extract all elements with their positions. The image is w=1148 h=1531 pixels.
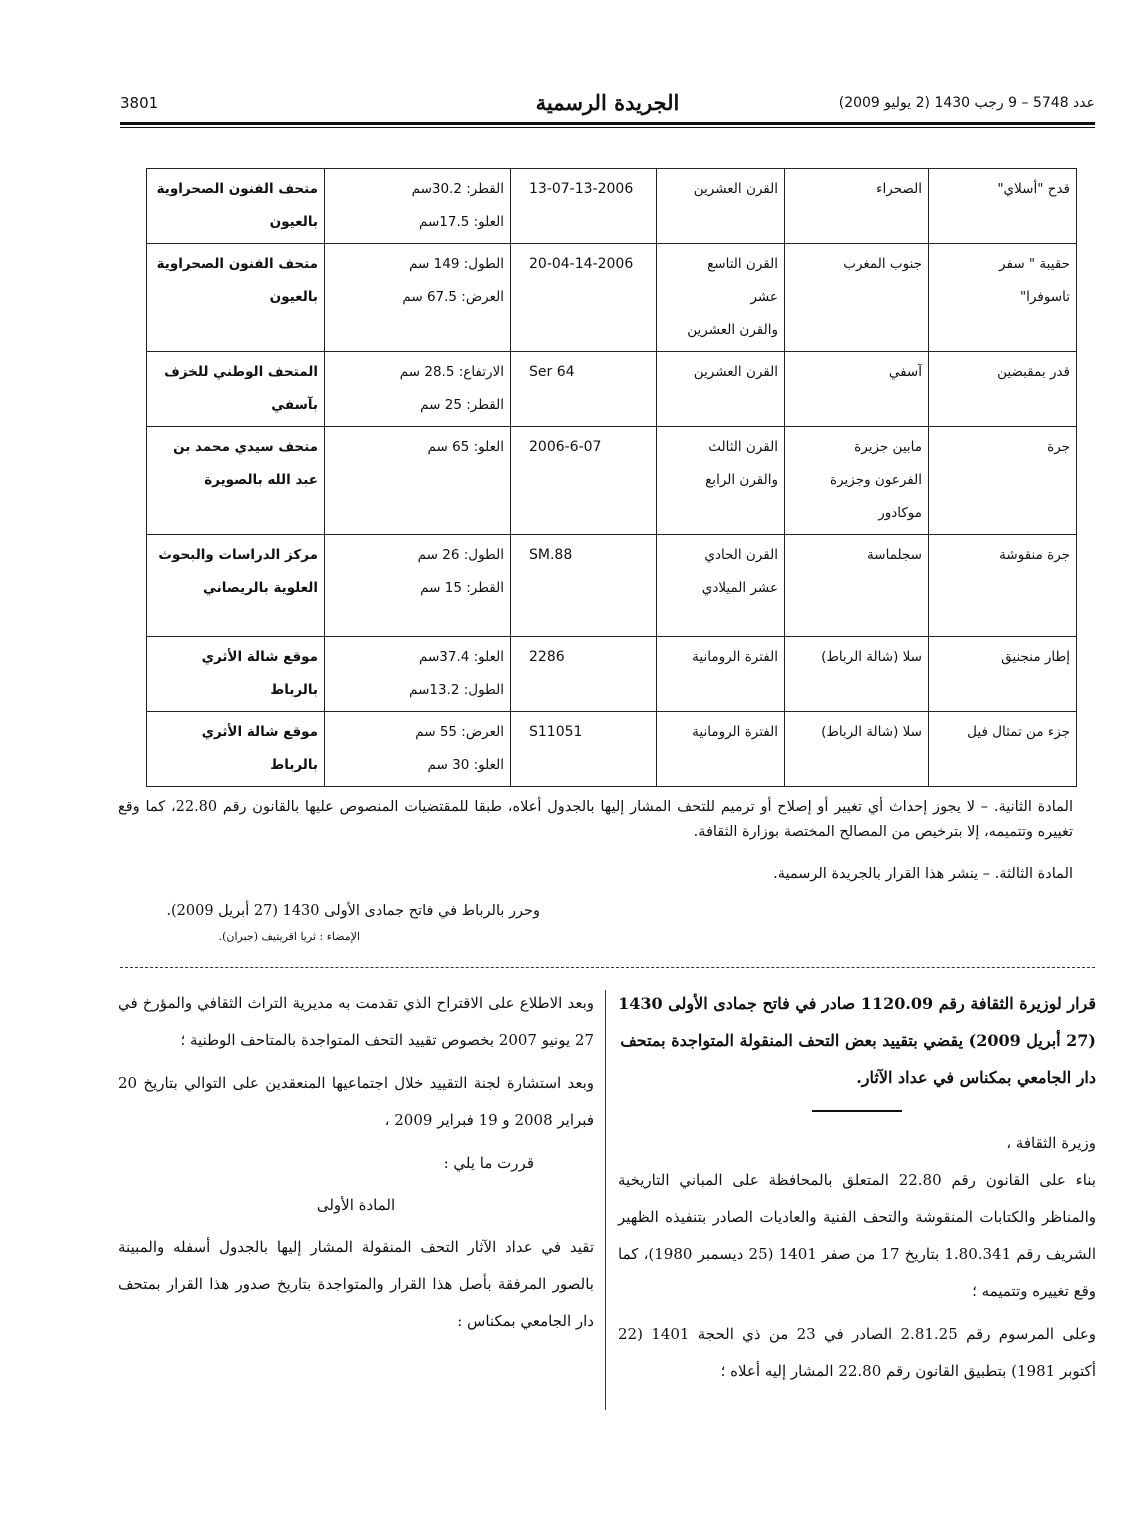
cell-dimensions: الارتفاع: 28.5 سم القطر: 25 سم xyxy=(325,352,511,427)
table-row xyxy=(147,352,1077,427)
cell-reference: Ser 64 xyxy=(511,352,657,427)
cell-period: القرن التاسع عشر والقرن العشرين xyxy=(657,244,785,352)
cell-reference: S11051 xyxy=(511,712,657,787)
header-rule-thick xyxy=(120,122,1095,125)
cell-location: مركز الدراسات والبحوث العلوية بالريصاني xyxy=(147,535,325,637)
table-row xyxy=(147,427,1077,535)
cell-dimensions: العرض: 55 سم العلو: 30 سم xyxy=(325,712,511,787)
cell-region: سجلماسة xyxy=(785,535,929,637)
cell-object: جرة منقوشة xyxy=(929,535,1077,637)
cell-location: متحف الفنون الصحراوية بالعيون xyxy=(147,244,325,352)
cell-location: موقع شالة الأثري بالرباط xyxy=(147,637,325,712)
cell-object: جزء من تمثال فيل xyxy=(929,712,1077,787)
cell-object: قدح "أسلاي" xyxy=(929,169,1077,244)
article-1-title: المادة الأولى xyxy=(316,1196,396,1214)
cell-reference: 2286 xyxy=(511,637,657,712)
cell-dimensions: الطول: 149 سم العرض: 67.5 سم xyxy=(325,244,511,352)
decided-line: قررت ما يلي : xyxy=(443,1154,534,1172)
cell-region: آسفي xyxy=(785,352,929,427)
cell-object: إطار منجنيق xyxy=(929,637,1077,712)
cell-dimensions: العلو: 65 سم xyxy=(325,427,511,535)
preamble-paragraph: وبعد الاطلاع على الاقتراح الذي تقدمت به مديرية التراث الثقافي والمؤرخ في 27 يونيو 2007 بخصوص تقييد التحف المتواجدة بالمتاحف الوطنية ؛ xyxy=(118,994,594,1049)
cell-object: حقيبة " سفر تاسوفرا" xyxy=(929,244,1077,352)
cell-period: القرن الحادي عشر الميلادي xyxy=(657,535,785,637)
cell-dimensions: الطول: 26 سم القطر: 15 سم xyxy=(325,535,511,637)
signature: الإمضاء : ثريا اقريتيف (جبران). xyxy=(218,930,360,943)
artifacts-table xyxy=(146,168,1077,787)
preamble-paragraph: وبعد استشارة لجنة التقييد خلال اجتماعيها المنعقدين على التوالي بتاريخ 20 فبراير 2008 و 19 فبراير 2009 ، xyxy=(118,1074,594,1129)
cell-period: القرن العشرين xyxy=(657,169,785,244)
preamble-paragraph: بناء على القانون رقم 22.80 المتعلق بالمحافظة على المباني التاريخية والمناظر والكتابات المنقوشة والتحف الفنية والعاديات الصادر بتنفيذه الظهير الشريف رقم 1.80.341 بتاريخ 17 من صفر 1401 (25 ديسمبر 1980)، كما وقع تغييره وتتميمه ؛ xyxy=(618,1171,1097,1300)
table-row xyxy=(147,712,1077,787)
cell-location: متحف الفنون الصحراوية بالعيون xyxy=(147,169,325,244)
decree-title: قرار لوزيرة الثقافة رقم 1120.09 صادر في فاتح جمادى الأولى 1430 (27 أبريل 2009) يقضي بتقييد بعض التحف المنقولة المتواجدة بمتحف دار الجامعي بمكناس في عداد الآثار. xyxy=(618,994,1096,1087)
article-1-text: تقيد في عداد الآثار التحف المنقولة المشار إليها بالجدول أسفله والمبينة بالصور المرفقة بأصل هذا القرار والمتواجدة بتاريخ صدور هذا القرار بمتحف دار الجامعي بمكناس : xyxy=(118,1238,594,1330)
cell-period: الفترة الرومانية xyxy=(657,637,785,712)
cell-reference: SM.88 xyxy=(511,535,657,637)
cell-reference: 13-07-13-2006 xyxy=(511,169,657,244)
cell-region: مابين جزيرة الفرعون وجزيرة موكادور xyxy=(785,427,929,535)
cell-region: سلا (شالة الرباط) xyxy=(785,712,929,787)
cell-period: القرن العشرين xyxy=(657,352,785,427)
decree-right-column xyxy=(618,985,1096,1396)
column-divider xyxy=(605,990,606,1410)
gazette-title: الجريدة الرسمية xyxy=(535,90,680,115)
page-number: 3801 xyxy=(120,94,159,112)
preamble-paragraph: وعلى المرسوم رقم 2.81.25 الصادر في 23 من ذي الحجة 1401 (22 أكتوبر 1981) بتطبيق القانون رقم 22.80 المشار إليه أعلاه ؛ xyxy=(618,1325,1097,1380)
section-separator xyxy=(120,967,1095,968)
article-2: المادة الثانية. – لا يجوز إحداث أي تغيير أو إصلاح أو ترميم للتحف المشار إليها بالجدول أعلاه، طبقا للمقتضيات المنصوص عليها بالقانون رقم 22.80، كما وقع تغييره وتتميمه، إلا بترخيص من المصالح المختصة بوزارة الثقافة. xyxy=(118,799,1073,840)
table-row xyxy=(147,535,1077,637)
made-in-line: وحرر بالرباط في فاتح جمادى الأولى 1430 (27 أبريل 2009). xyxy=(166,903,540,919)
cell-reference: 2006-6-07 xyxy=(511,427,657,535)
header-rule-thin xyxy=(120,127,1095,128)
table-row xyxy=(147,637,1077,712)
decree-left-column xyxy=(118,985,594,1346)
page-header xyxy=(120,92,1095,120)
minister-line: وزيرة الثقافة ، xyxy=(1006,1134,1096,1152)
cell-location: موقع شالة الأثري بالرباط xyxy=(147,712,325,787)
cell-object: قدر بمقبضين xyxy=(929,352,1077,427)
table-row xyxy=(147,244,1077,352)
cell-region: سلا (شالة الرباط) xyxy=(785,637,929,712)
cell-reference: 20-04-14-2006 xyxy=(511,244,657,352)
issue-info: عدد 5748 – 9 رجب 1430 (2 يوليو 2009) xyxy=(838,95,1095,111)
cell-period: الفترة الرومانية xyxy=(657,712,785,787)
cell-location: المتحف الوطني للخزف بآسفي xyxy=(147,352,325,427)
cell-period: القرن الثالث والقرن الرابع xyxy=(657,427,785,535)
article-3: المادة الثالثة. – ينشر هذا القرار بالجريدة الرسمية. xyxy=(773,866,1073,882)
cell-dimensions: العلو: 37.4سم الطول: 13.2سم xyxy=(325,637,511,712)
cell-dimensions: القطر: 30.2سم العلو: 17.5سم xyxy=(325,169,511,244)
cell-region: جنوب المغرب xyxy=(785,244,929,352)
cell-object: جرة xyxy=(929,427,1077,535)
table-row xyxy=(147,169,1077,244)
title-underline xyxy=(812,1110,902,1112)
cell-region: الصحراء xyxy=(785,169,929,244)
cell-location: متحف سيدي محمد بن عبد الله بالصويرة xyxy=(147,427,325,535)
